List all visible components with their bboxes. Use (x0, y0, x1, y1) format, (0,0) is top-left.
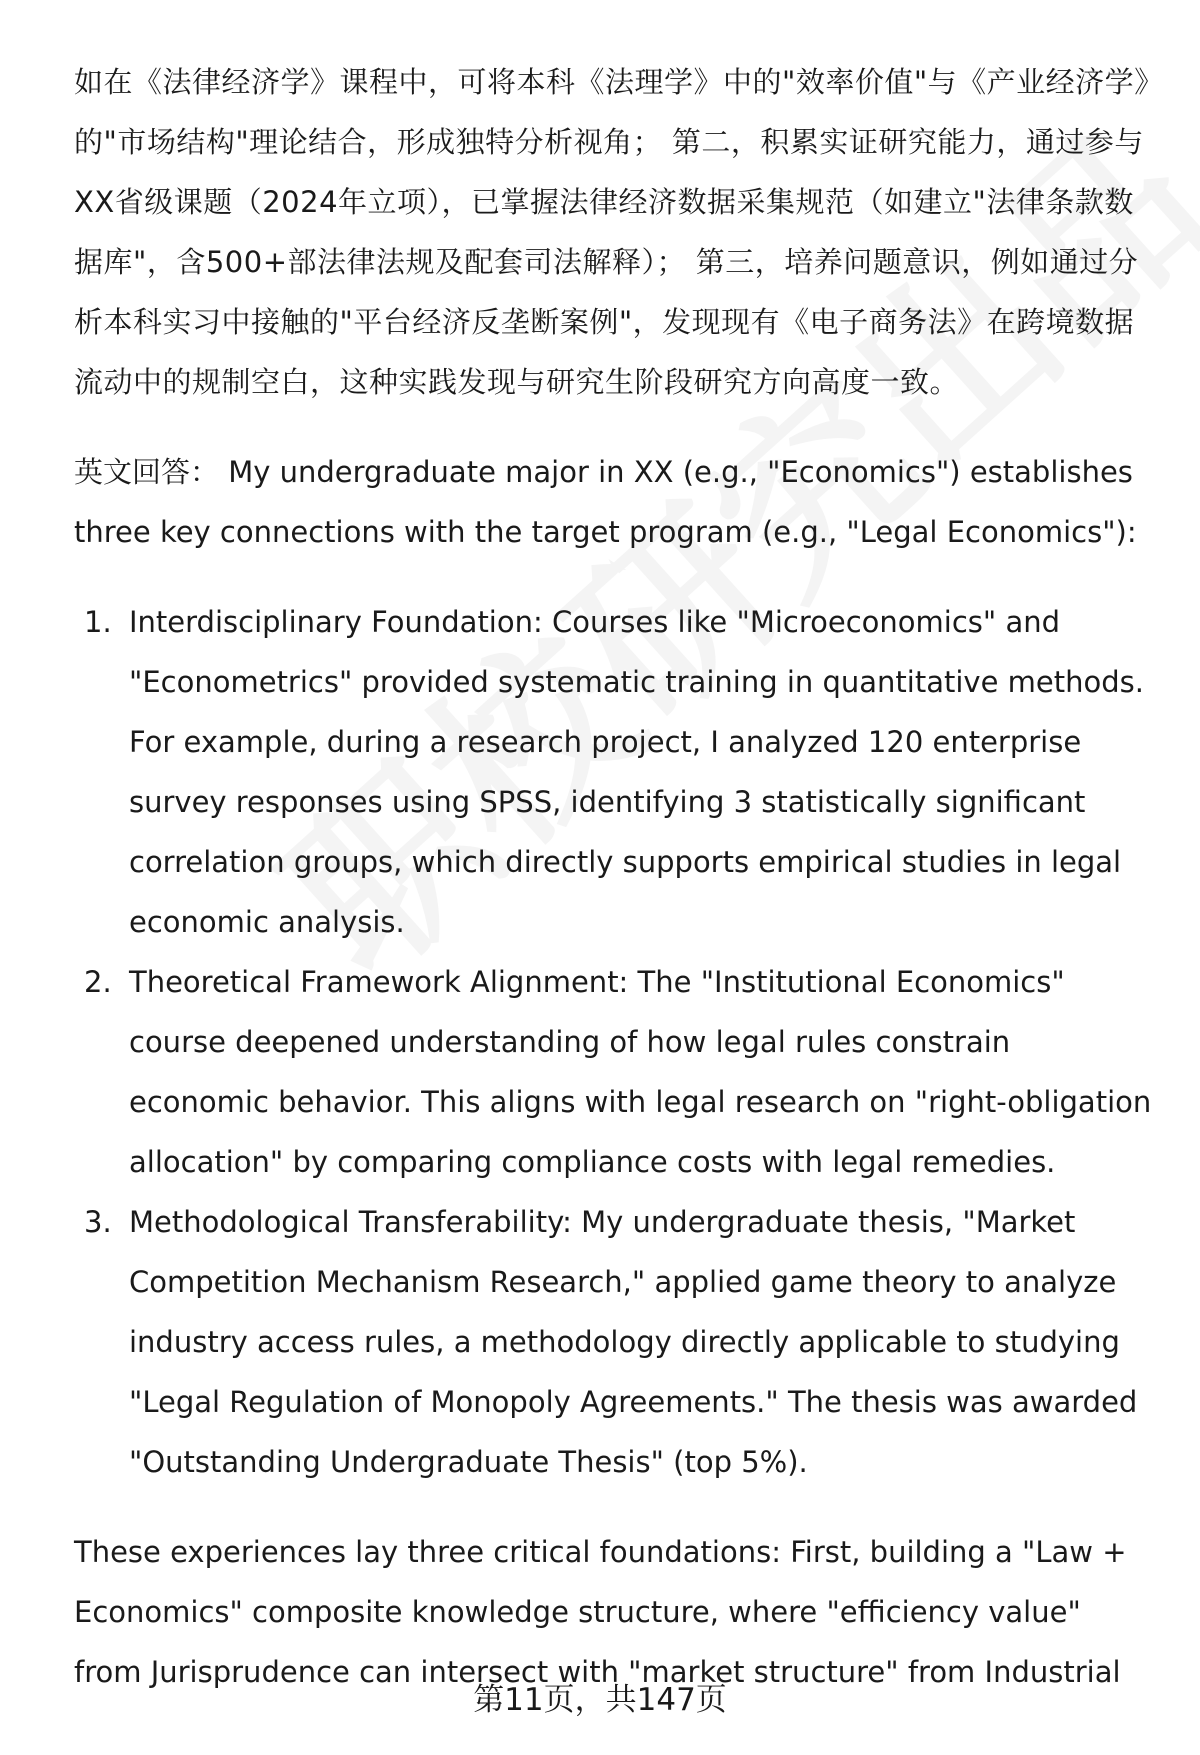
list-item-number: 1. (84, 605, 112, 639)
list-item-number: 3. (84, 1205, 112, 1239)
spacer (74, 1492, 1154, 1522)
paragraph-english-answer-intro: 英文回答： My undergraduate major in XX (e.g., "Economics") establishes three key connections with the target program (e.g., "Legal Economics"): (74, 455, 1137, 549)
list-item-text: Theoretical Framework Alignment: The "Institutional Economics" course deepened understanding of how legal rules constrain economic behavior. This aligns with legal research on "right-obligation allocation" by comparing compliance costs with legal remedies. (129, 965, 1152, 1179)
list-item (74, 1192, 1154, 1492)
list-item-text: Interdisciplinary Foundation: Courses like "Microeconomics" and "Econometrics" provided systematic training in quantitative methods. For example, during a research project, I analyzed 120 enterprise survey responses using SPSS, identifying 3 statistically significant correlation groups, which directly supports empirical studies in legal economic analysis. (129, 605, 1144, 939)
list-item-text: Methodological Transferability: My undergraduate thesis, "Market Competition Mechanism Research," applied game theory to analyze industry access rules, a methodology directly applicable to studying "Legal Regulation of Monopoly Agreements." The thesis was awarded "Outstanding Undergraduate Thesis" (top 5%). (129, 1205, 1138, 1479)
document-page (74, 52, 1154, 1702)
spacer (74, 412, 1154, 442)
paragraph-foundations: These experiences lay three critical foundations: First, building a "Law + Economics" composite knowledge structure, where "efficiency value" from Jurisprudence can intersect with "market structure" from Industrial (74, 1535, 1127, 1689)
numbered-list (74, 592, 1154, 1492)
page-number-footer: 第11页，共147页 (473, 1682, 727, 1718)
list-item-number: 2. (84, 965, 112, 999)
list-item (74, 952, 1154, 1192)
paragraph-chinese-continuation: 如在《法律经济学》课程中，可将本科《法理学》中的"效率价值"与《产业经济学》的"市场结构"理论结合，形成独特分析视角； 第二，积累实证研究能力，通过参与XX省级课题（2024年立项），已掌握法律经济数据采集规范（如建立"法律条款数据库"，含500+部法律法规及配套司法解释）； 第三，培养问题意识，例如通过分析本科实习中接触的"平台经济反垄断案例"，发现现有《电子商务法》在跨境数据流动中的规制空白，这种实践发现与研究生阶段研究方向高度一致。 (74, 65, 1150, 399)
list-item (74, 592, 1154, 952)
spacer (74, 562, 1154, 592)
